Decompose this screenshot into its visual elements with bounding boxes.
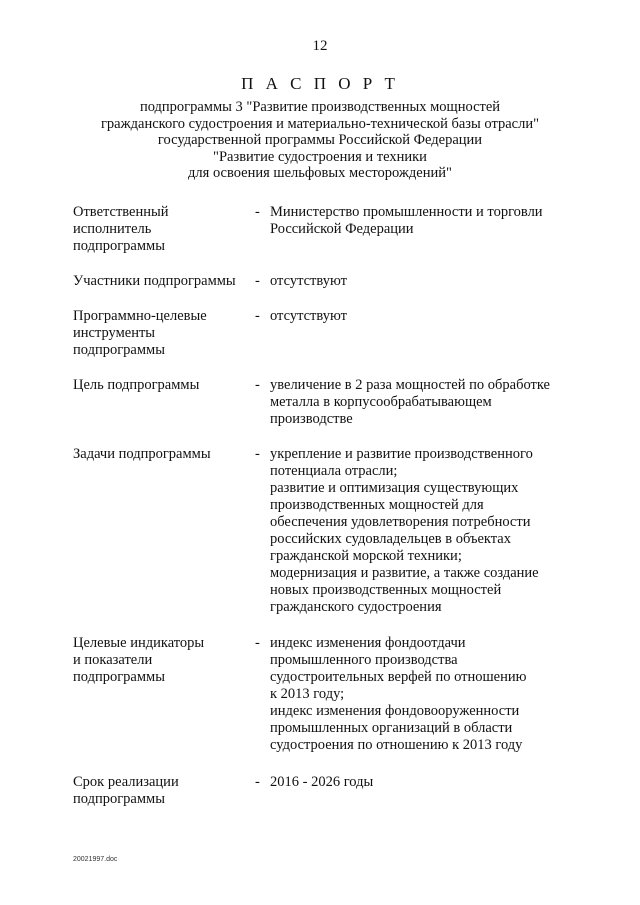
row-value-line: Министерство промышленности и торговли [270, 204, 543, 220]
document-subtitle [0, 99, 640, 182]
row-dash: - [255, 308, 260, 324]
row-dash: - [255, 446, 260, 462]
row-dash: - [255, 635, 260, 651]
row-value-line: новых производственных мощностей [270, 582, 502, 598]
row-dash: - [255, 377, 260, 393]
row-value-line: индекс изменения фондовооруженности [270, 703, 520, 719]
row-value [270, 308, 600, 325]
row-value-line: индекс изменения фондоотдачи [270, 635, 466, 651]
footer-filename: 20021997.doc [73, 856, 118, 863]
row-value-line: модернизация и развитие, а также создание [270, 565, 539, 581]
row-label-line: инструменты [73, 325, 156, 341]
row-value [270, 273, 600, 290]
row-label-line: Программно-целевые [73, 308, 207, 324]
row-value-line: отсутствуют [270, 273, 347, 289]
row-label [73, 377, 253, 394]
row-value-line: металла в корпусообрабатывающем [270, 394, 492, 410]
row-label-line: Целевые индикаторы [73, 635, 205, 651]
row-value-line: судостроения по отношению к 2013 году [270, 737, 523, 753]
row-label-line: Срок реализации [73, 774, 179, 790]
row-value-line: промышленных организаций в области [270, 720, 513, 736]
row-value-line: производстве [270, 411, 353, 427]
subtitle-line: гражданского судостроения и материально-технической базы отрасли" [100, 115, 540, 132]
row-value-line: укрепление и развитие производственного [270, 446, 533, 462]
row-value-line: развитие и оптимизация существующих [270, 480, 519, 496]
subtitle-line: "Развитие судостроения и техники [213, 148, 427, 165]
row-label [73, 774, 253, 808]
row-label-line: Задачи подпрограммы [73, 446, 211, 462]
row-value-line: судостроительных верфей по отношению [270, 669, 527, 685]
row-value-line: потенциала отрасли; [270, 463, 398, 479]
row-value-line: гражданской морской техники; [270, 548, 462, 564]
row-value-line: Российской Федерации [270, 221, 414, 237]
subtitle-line: государственной программы Российской Федерации [157, 132, 483, 148]
row-value-line: к 2013 году; [270, 686, 345, 702]
row-label-line: исполнитель [73, 221, 152, 237]
row-label-line: подпрограммы [73, 342, 165, 358]
row-label-line: Цель подпрограммы [73, 377, 200, 393]
row-dash: - [255, 273, 260, 289]
row-label-line: подпрограммы [73, 791, 165, 807]
row-value [270, 377, 600, 428]
row-value-line: промышленного производства [270, 652, 458, 668]
row-label-line: подпрограммы [73, 669, 165, 685]
row-value-line: гражданского судостроения [270, 599, 442, 615]
subtitle-line: подпрограммы 3 "Развитие производственных мощностей [139, 99, 501, 115]
row-value [270, 204, 600, 238]
row-dash: - [255, 204, 260, 220]
row-label [73, 308, 253, 359]
row-value-line: 2016 - 2026 годы [270, 774, 374, 790]
row-value-line: производственных мощностей для [270, 497, 484, 513]
row-dash: - [255, 774, 260, 790]
row-label [73, 635, 253, 686]
subtitle-line: для освоения шельфовых месторождений" [188, 165, 452, 181]
row-label-line: Ответственный [73, 204, 169, 220]
row-value-line: увеличение в 2 раза мощностей по обработке [270, 377, 550, 393]
row-label [73, 273, 253, 290]
document-title: П А С П О Р Т [241, 74, 399, 93]
page-number: 12 [312, 38, 328, 54]
row-value-line: отсутствуют [270, 308, 347, 324]
row-value [270, 774, 600, 791]
row-value [270, 446, 600, 616]
row-value [270, 635, 600, 754]
row-label [73, 446, 253, 463]
row-label [73, 204, 253, 255]
row-label-line: и показатели [73, 652, 153, 668]
row-value-line: обеспечения удовлетворения потребности [270, 514, 531, 530]
row-label-line: Участники подпрограммы [73, 273, 236, 289]
row-value-line: российских судовладельцев в объектах [270, 531, 511, 547]
row-label-line: подпрограммы [73, 238, 165, 254]
